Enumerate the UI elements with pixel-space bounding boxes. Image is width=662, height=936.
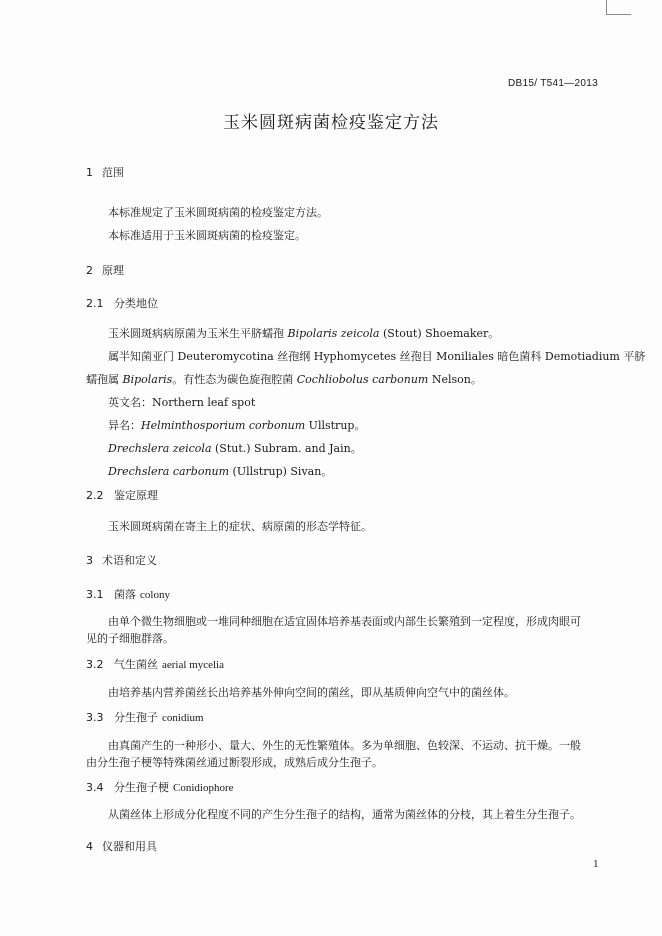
- text: Nelson。: [428, 373, 482, 386]
- term-title: 分生孢子: [114, 711, 158, 724]
- term-english: Conidiophore: [173, 782, 234, 794]
- section-number: 3: [86, 554, 93, 567]
- paragraph: 本标准规定了玉米圆斑病菌的检疫鉴定方法。: [108, 206, 328, 219]
- latin-name: Helminthosporium corbonum: [141, 419, 306, 432]
- term-3-4-heading: [86, 779, 234, 795]
- page-number: 1: [593, 858, 599, 870]
- term-3-3-heading: [86, 709, 204, 725]
- paragraph-line: 由真菌产生的一种形小、量大、外生的无性繁殖体。多为单细胞、色较深、不运动、抗干燥。一般: [108, 739, 581, 752]
- text: (Stut.) Subram. and Jain。: [211, 442, 362, 455]
- text: 玉米圆斑病病原菌为玉米生平脐蠕孢: [108, 327, 288, 340]
- section-4-heading: [86, 838, 157, 854]
- section-number: 1: [86, 166, 93, 179]
- paragraph-line: [108, 440, 362, 456]
- paragraph-line: 由单个微生物细胞或一堆同种细胞在适宜固体培养基表面或内部生长繁殖到一定程度，形成肉眼可: [108, 615, 581, 628]
- paragraph-line: 属半知菌亚门 Deuteromycotina 丝孢纲 Hyphomycetes 丝孢目 Moniliales 暗色菌科 Demotiadium 平脐: [108, 350, 646, 363]
- text: 蠕孢属: [86, 373, 123, 386]
- subsection-number: 2.1: [86, 297, 104, 310]
- latin-name: Drechslera zeicola: [108, 442, 212, 455]
- section-title: 原理: [102, 264, 124, 277]
- section-number: 4: [86, 840, 93, 853]
- paragraph-line: 从菌丝体上形成分化程度不同的产生分生孢子的结构，通常为菌丝体的分枝，其上着生分生孢子。: [108, 808, 581, 821]
- term-english: colony: [140, 589, 170, 601]
- term-title: 菌落: [114, 588, 136, 601]
- latin-name: Drechslera carbonum: [108, 465, 230, 478]
- paragraph-line: [108, 463, 332, 479]
- paragraph-line: [86, 371, 482, 387]
- paragraph: 玉米圆斑病菌在寄主上的症状、病原菌的形态学特征。: [108, 520, 372, 533]
- subsection-number: 3.3: [86, 711, 104, 724]
- latin-name: Cochliobolus carbonum: [296, 373, 429, 386]
- section-number: 2: [86, 264, 93, 277]
- subsection-number: 3.1: [86, 588, 104, 601]
- section-title: 范围: [102, 166, 124, 179]
- section-3-heading: [86, 552, 157, 568]
- paragraph-line: [108, 417, 365, 433]
- section-title: 术语和定义: [102, 554, 157, 567]
- term-english: conidium: [162, 712, 204, 724]
- subsection-title: 鉴定原理: [114, 489, 158, 502]
- paragraph-line: 由分生孢子梗等特殊菌丝通过断裂形成，成熟后成分生孢子。: [86, 756, 383, 769]
- subsection-number: 3.4: [86, 781, 104, 794]
- latin-name: Bipolaris zeicola: [287, 327, 380, 340]
- scan-corner-mark: [606, 0, 631, 15]
- paragraph-line: 由培养基内营养菌丝长出培养基外伸向空间的菌丝，即从基质伸向空气中的菌丝体。: [108, 686, 515, 699]
- text: Ullstrup。: [305, 419, 366, 432]
- latin-name: Bipolaris: [122, 373, 173, 386]
- subsection-2-1-heading: [86, 295, 158, 311]
- term-3-1-heading: [86, 586, 170, 602]
- section-1-heading: [86, 164, 124, 180]
- subsection-number: 2.2: [86, 489, 104, 502]
- subsection-2-2-heading: [86, 487, 158, 503]
- section-2-heading: [86, 262, 124, 278]
- subsection-number: 3.2: [86, 658, 104, 671]
- term-title: 分生孢子梗: [114, 781, 169, 794]
- term-english: aerial mycelia: [162, 659, 224, 671]
- text: 。有性态为碳色旋孢腔菌: [172, 373, 297, 386]
- standard-number: DB15/ T541—2013: [508, 78, 598, 89]
- text: (Ullstrup) Sivan。: [229, 465, 333, 478]
- text: 异名：: [108, 419, 141, 432]
- term-3-2-heading: [86, 656, 224, 672]
- paragraph: 本标准适用于玉米圆斑病菌的检疫鉴定。: [108, 229, 306, 242]
- paragraph-line: [108, 325, 499, 341]
- section-title: 仪器和用具: [102, 840, 157, 853]
- text: (Stout) Shoemaker。: [379, 327, 500, 340]
- document-title: 玉米圆斑病菌检疫鉴定方法: [223, 113, 439, 133]
- paragraph-line: 英文名：Northern leaf spot: [108, 396, 256, 409]
- paragraph-line: 见的子细胞群落。: [86, 632, 174, 645]
- term-title: 气生菌丝: [114, 658, 158, 671]
- subsection-title: 分类地位: [114, 297, 158, 310]
